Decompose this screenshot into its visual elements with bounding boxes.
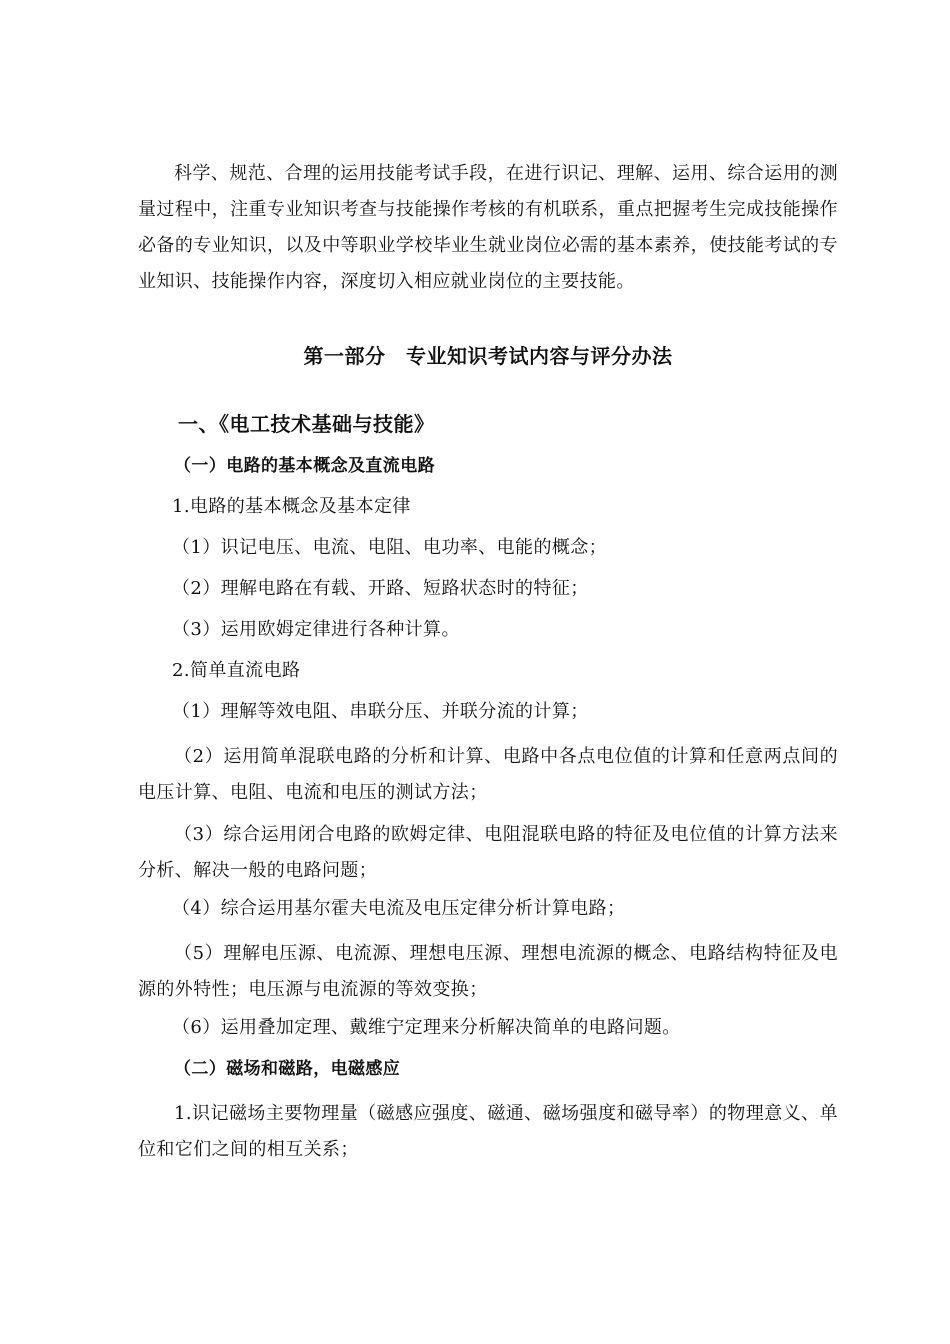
item-1: 1.电路的基本概念及基本定律 bbox=[172, 496, 411, 517]
item-2: 2.简单直流电路 bbox=[172, 660, 301, 681]
intro-paragraph: 科学、规范、合理的运用技能考试手段，在进行识记、理解、运用、综合运用的测量过程中，注重专业知识考查与技能操作考核的有机联系，重点把握考生完成技能操作必备的专业知识，以及中等职业学校毕业生就业岗位必需的基本素养，使技能考试的专业知识、技能操作内容，深度切入相应就业岗位的主要技能。 bbox=[138, 163, 838, 292]
item-2-5: （5）理解电压源、电流源、理想电压源、理想电流源的概念、电路结构特征及电源的外特性；电压源与电流源的等效变换； bbox=[138, 943, 838, 1000]
item-2-4: （4）综合运用基尔霍夫电流及电压定律分析计算电路； bbox=[172, 898, 626, 919]
item-2-1: （1）理解等效电阻、串联分压、并联分流的计算； bbox=[172, 701, 589, 722]
item-1-1: （1）识记电压、电流、电阻、电功率、电能的概念； bbox=[172, 537, 608, 558]
item-1-3: （3）运用欧姆定律进行各种计算。 bbox=[172, 619, 460, 640]
section-title: 一、《电工技术基础与技能》 bbox=[178, 412, 435, 436]
item-1-2: （2）理解电路在有载、开路、短路状态时的特征； bbox=[172, 578, 589, 599]
item-2-3: （3）综合运用闭合电路的欧姆定律、电阻混联电路的特征及电位值的计算方法来分析、解决一般的电路问题； bbox=[138, 824, 838, 881]
document-body bbox=[138, 156, 838, 1174]
part-title: 第一部分 专业知识考试内容与评分办法 bbox=[303, 344, 673, 368]
item-b-1: 1.识记磁场主要物理量（磁感应强度、磁通、磁场强度和磁导率）的物理意义、单位和它们之间的相互关系； bbox=[138, 1103, 838, 1160]
item-2-6: （6）运用叠加定理、戴维宁定理来分析解决简单的电路问题。 bbox=[172, 1017, 681, 1038]
item-2-2: （2）运用简单混联电路的分析和计算、电路中各点电位值的计算和任意两点间的电压计算、电阻、电流和电压的测试方法； bbox=[138, 746, 838, 803]
subsection-title-2: （二）磁场和磁路，电磁感应 bbox=[174, 1059, 401, 1079]
subsection-title-1: （一）电路的基本概念及直流电路 bbox=[174, 456, 435, 476]
